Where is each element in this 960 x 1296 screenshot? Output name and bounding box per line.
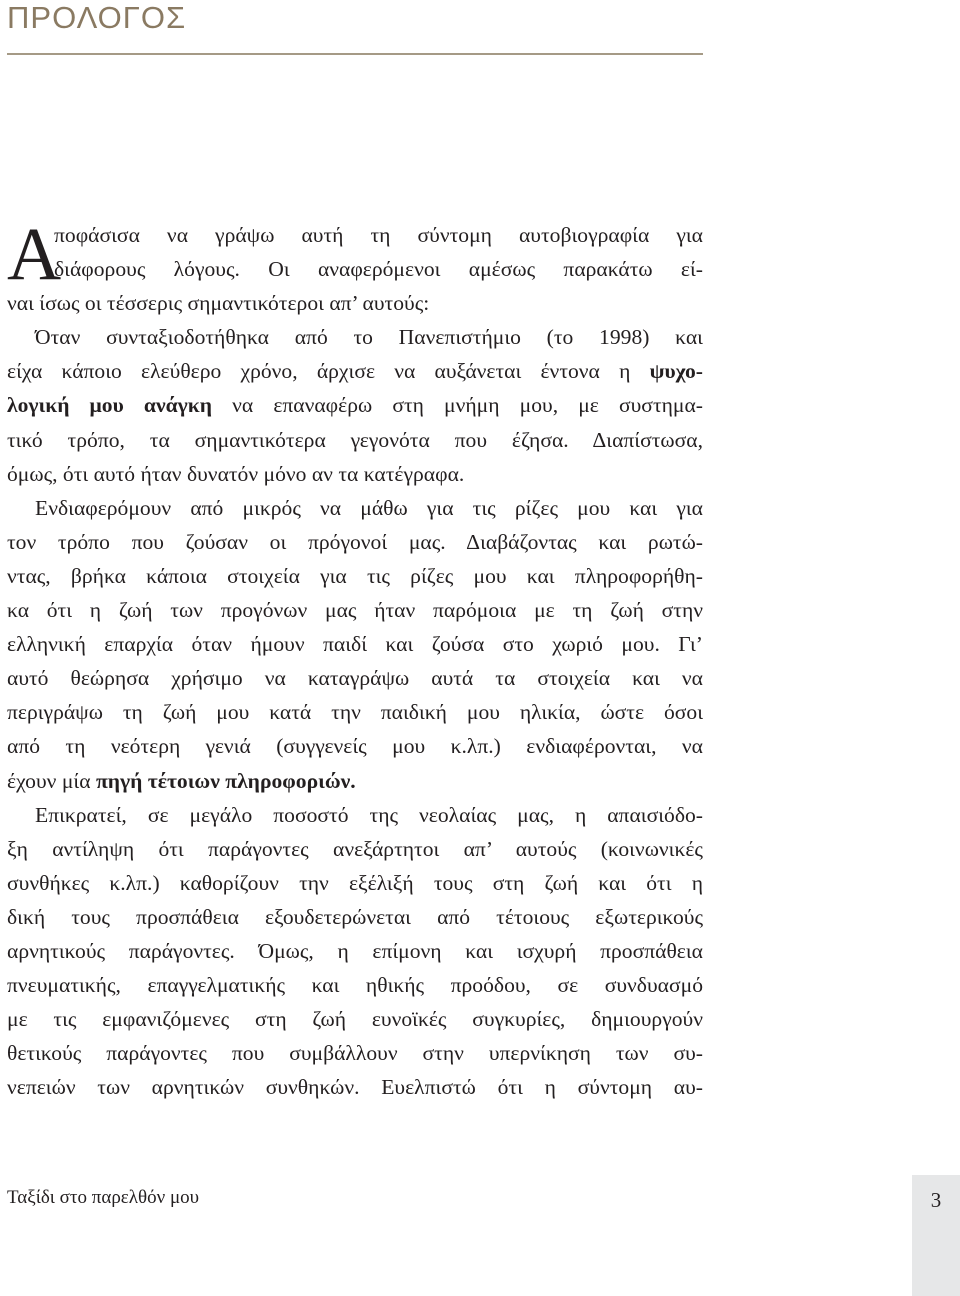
text-line: διάφορους λόγους. Οι αναφερόμενοι αμέσως παρακάτω εί- bbox=[54, 257, 703, 282]
book-title-footer: Ταξίδι στο παρελθόν μου bbox=[7, 1187, 200, 1208]
chapter-heading: ΠΡΟΛΟΓΟΣ bbox=[7, 0, 187, 35]
text-line: είχα κάποιο ελεύθερο χρόνο, άρχισε να αυξάνεται έντονα η ψυχο- bbox=[7, 359, 703, 384]
text-line: Ενδιαφερόμουν από μικρός να μάθω για τις ρίζες μου και για bbox=[35, 495, 703, 520]
bold-text: λογική μου ανάγκη bbox=[7, 393, 213, 418]
page-number-tab bbox=[912, 1175, 960, 1296]
bold-text: ψυχο- bbox=[649, 359, 703, 384]
bold-text: πηγή τέτοιων πληροφοριών. bbox=[95, 768, 356, 793]
heading-divider bbox=[7, 53, 703, 55]
body-text bbox=[7, 213, 703, 1104]
text-line: ντας, βρήκα κάποια στοιχεία για τις ρίζες μου και πληροφορήθη- bbox=[7, 563, 703, 588]
text-line: δική τους προσπάθεια εξουδετερώνεται από τέτοιους εξωτερικούς bbox=[7, 904, 703, 929]
text-line: τον τρόπο που ζούσαν οι πρόγονοί μας. Διαβάζοντας και ρωτώ- bbox=[7, 529, 703, 554]
text-line: ποφάσισα να γράψω αυτή τη σύντομη αυτοβιογραφία για bbox=[54, 223, 703, 247]
text-line: ναι ίσως οι τέσσερις σημαντικότεροι απ’ αυτούς: bbox=[7, 291, 430, 316]
text-line: Επικρατεί, σε μεγάλο ποσοστό της νεολαίας μας, η απαισιόδο- bbox=[35, 802, 703, 827]
text-line: λογική μου ανάγκη να επαναφέρω στη μνήμη μου, με συστημα- bbox=[7, 393, 703, 418]
text-line: Όταν συνταξιοδοτήθηκα από το Πανεπιστήμιο (το 1998) και bbox=[35, 325, 703, 350]
text-line: ελληνική επαρχία όταν ήμουν παιδί και ζούσα στο χωριό μου. Γι’ bbox=[7, 632, 703, 657]
text-line: πνευματικής, επαγγελματικής και ηθικής προόδου, σε συνδυασμό bbox=[7, 973, 703, 998]
text-line: με τις εμφανιζόμενες στη ζωή ευνοϊκές συγκυρίες, δημιουργούν bbox=[7, 1007, 703, 1032]
text-line: κα ότι η ζωή των προγόνων μας ήταν παρόμοια με τη ζωή στην bbox=[7, 598, 703, 623]
text-line: θετικούς παράγοντες που συμβάλλουν στην υπερνίκηση των συ- bbox=[7, 1041, 703, 1066]
text-line: συνθήκες κ.λπ.) καθορίζουν την εξέλιξή τους στη ζωή και ότι η bbox=[7, 870, 703, 895]
page-number: 3 bbox=[930, 1188, 942, 1212]
text-line: έχουν μία πηγή τέτοιων πληροφοριών. bbox=[7, 768, 356, 793]
text-line: περιγράψω τη ζωή μου κατά την παιδική μου ηλικία, ώστε όσοι bbox=[7, 700, 703, 725]
text-line: από τη νεότερη γενιά (συγγενείς μου κ.λπ.) ενδιαφέρονται, να bbox=[7, 734, 703, 759]
text-line: ξη αντίληψη ότι παράγοντες ανεξάρτητοι απ’ αυτούς (κοινωνικές bbox=[7, 836, 703, 861]
text-line: αρνητικούς παράγοντες. Όμως, η επίμονη και ισχυρή προσπάθεια bbox=[7, 938, 703, 963]
text-line: όμως, ότι αυτό ήταν δυνατόν μόνο αν τα κατέγραφα. bbox=[7, 461, 465, 486]
text-line: νεπειών των αρνητικών συνθηκών. Ευελπιστώ ότι η σύντομη αυ- bbox=[7, 1075, 703, 1100]
text-line: αυτό θεώρησα χρήσιμο να καταγράψω αυτά τα στοιχεία και να bbox=[7, 666, 703, 691]
text-line: τικό τρόπο, τα σημαντικότερα γεγονότα που έζησα. Διαπίστωσα, bbox=[7, 427, 703, 452]
drop-cap: Α bbox=[7, 213, 62, 296]
